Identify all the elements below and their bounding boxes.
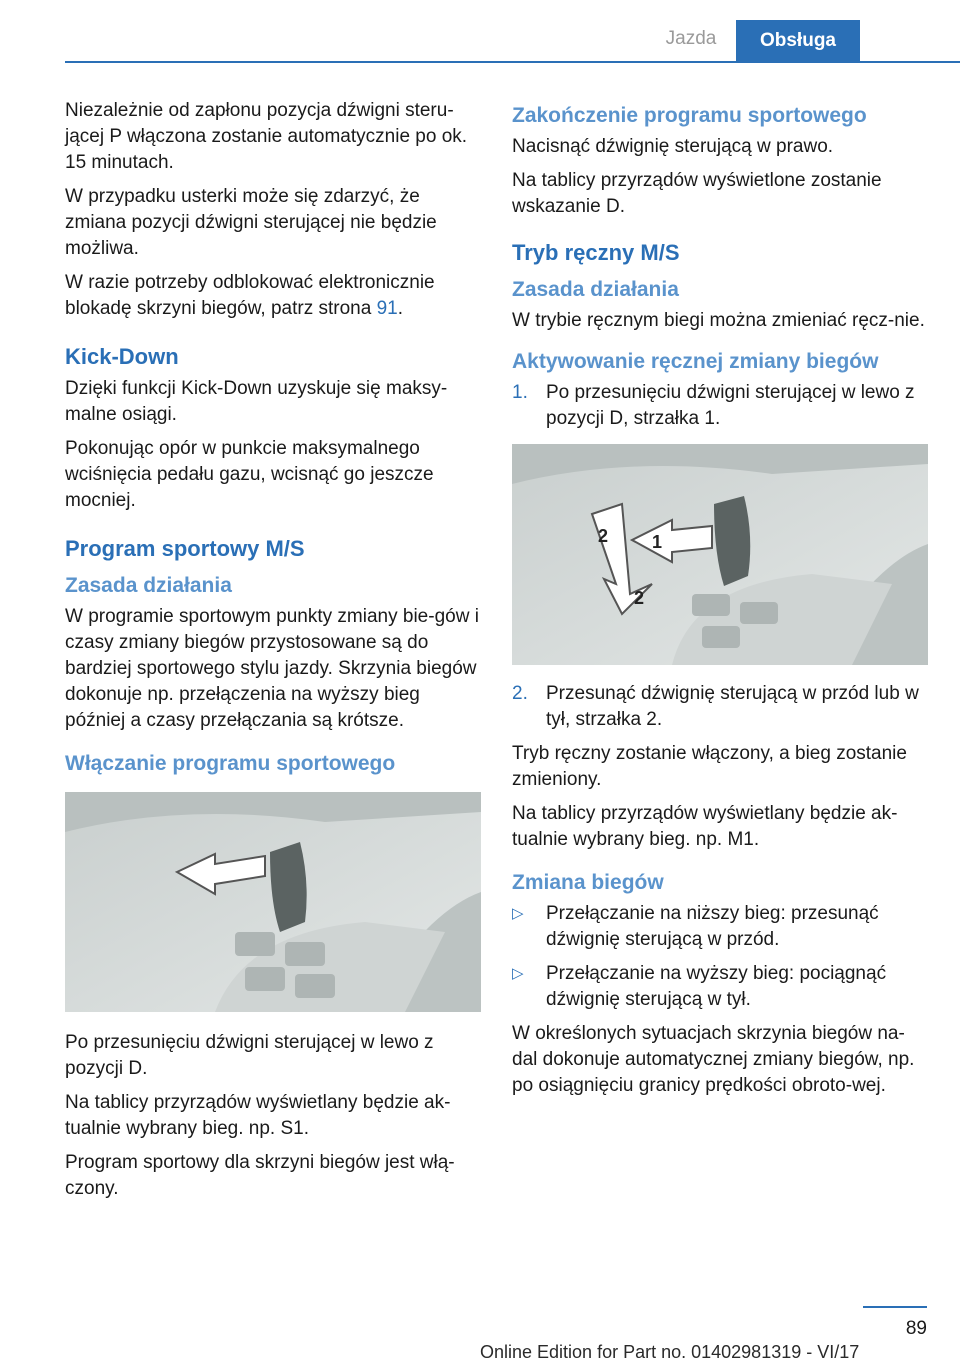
list-number: 1.	[512, 382, 528, 403]
heading-zmiana-biegow: Zmiana biegów	[512, 871, 664, 894]
paragraph: Program sportowy dla skrzyni biegów jest włą‐czony.	[65, 1152, 455, 1199]
arrow-label-2: 2	[598, 526, 609, 546]
edition-watermark: Online Edition for Part no. 01402981319 - VI/17	[480, 1342, 860, 1362]
page-header	[0, 0, 960, 62]
header-rule	[65, 61, 960, 63]
page-link[interactable]: 91	[376, 298, 398, 319]
paragraph: Niezależnie od zapłonu pozycja dźwigni steru‐jącej P włączona zostanie automatycznie po ok. 15 minutach.	[65, 100, 468, 173]
paragraph: W razie potrzeby odblokować elektronicznie blokadę skrzyni biegów, patrz strona 91.	[65, 272, 435, 319]
list-item: 1. Po przesunięciu dźwigni sterującej w lewo z pozycji D, strzałka 1.	[512, 380, 928, 432]
paragraph: Na tablicy przyrządów wyświetlany będzie ak‐tualnie wybrany bieg. np. S1.	[65, 1092, 451, 1139]
paragraph: Nacisnąć dźwignię sterującą w prawo.	[512, 136, 834, 157]
heading-tryb-reczny: Tryb ręczny M/S	[512, 240, 680, 265]
paragraph: Na tablicy przyrządów wyświetlone zostanie wskazanie D.	[512, 170, 882, 217]
paragraph: Po przesunięciu dźwigni sterującej w lewo z pozycji D.	[65, 1032, 434, 1079]
arrow-label-2: 2	[634, 588, 645, 608]
arrow-label-1: 1	[652, 532, 663, 552]
list-number: 2.	[512, 683, 528, 704]
triangle-bullet-icon: ▷	[512, 905, 524, 922]
heading-zasada: Zasada działania	[65, 574, 232, 597]
tab-obsluga[interactable]: Obsługa	[736, 20, 860, 61]
footer-rule	[863, 1306, 927, 1308]
list-item: 2. Przesunąć dźwignię sterującą w przód lub w tył, strzałka 2.	[512, 681, 928, 733]
page-number: 89	[905, 1318, 927, 1339]
tab-jazda[interactable]: Jazda	[665, 28, 717, 49]
paragraph: Tryb ręczny zostanie włączony, a bieg zostanie zmieniony.	[512, 743, 907, 790]
paragraph: W programie sportowym punkty zmiany bie‐gów i czasy zmiany biegów przystosowane są do bardziej sportowego stylu jazdy. Skrzynia biegów dokonuje np. przełączenia na wyższy bieg później a czasy przełączania są krótsze.	[65, 606, 479, 731]
heading-zakonczenie: Zakończenie programu sportowego	[512, 104, 867, 127]
gear-lever-figure-left	[65, 792, 481, 1012]
heading-aktywowanie: Aktywowanie ręcznej zmiany biegów	[512, 350, 879, 373]
list-item: ▷ Przełączanie na wyższy bieg: pociągnąć dźwignię sterującą w tył.	[512, 961, 928, 1013]
heading-kickdown: Kick-Down	[65, 344, 179, 369]
triangle-bullet-icon: ▷	[512, 965, 524, 982]
left-column	[65, 98, 485, 1210]
paragraph: Dzięki funkcji Kick-Down uzyskuje się maksy‐malne osiągi.	[65, 378, 448, 425]
list-item: ▷ Przełączanie na niższy bieg: przesunąć dźwignię sterującą w przód.	[512, 901, 928, 953]
heading-sport-program: Program sportowy M/S	[65, 536, 305, 561]
heading-zasada: Zasada działania	[512, 278, 679, 301]
right-column	[512, 98, 928, 1107]
heading-wlaczanie: Włączanie programu sportowego	[65, 752, 396, 775]
paragraph: Pokonując opór w punkcie maksymalnego wciśnięcia pedału gazu, wcisnąć go jeszcze mocniej.	[65, 438, 434, 511]
paragraph: W trybie ręcznym biegi można zmieniać ręcz‐nie.	[512, 310, 925, 331]
paragraph: W przypadku usterki może się zdarzyć, że zmiana pozycji dźwigni sterującej nie będzie możliwa.	[65, 186, 437, 259]
paragraph: Na tablicy przyrządów wyświetlany będzie ak‐tualnie wybrany bieg. np. M1.	[512, 803, 898, 850]
gear-lever-figure-right	[512, 444, 928, 665]
paragraph: W określonych sytuacjach skrzynia biegów na‐dal dokonuje automatycznej zmiany biegów, np. po osiągnięciu granicy prędkości obroto‐wej.	[512, 1023, 915, 1096]
